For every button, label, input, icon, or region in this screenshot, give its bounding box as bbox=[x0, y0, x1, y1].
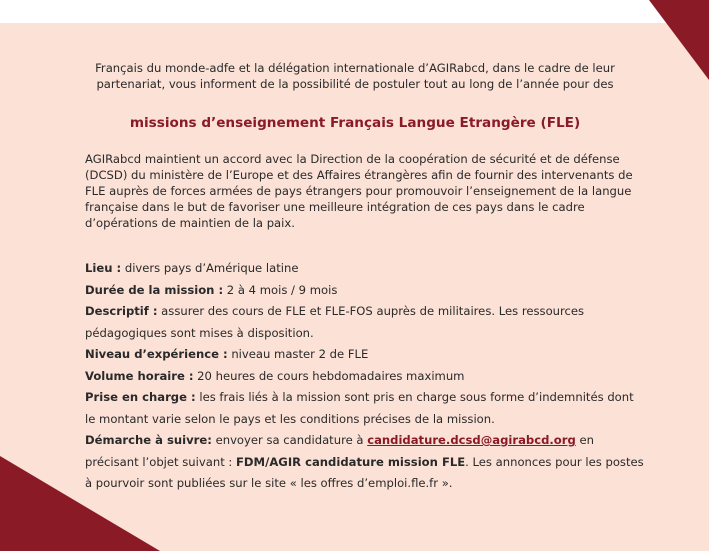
detail-prise-en-charge bbox=[85, 387, 645, 430]
niveau-label: Niveau d’expérience : bbox=[85, 347, 228, 361]
demarche-label: Démarche à suivre: bbox=[85, 433, 212, 447]
descriptif-label: Descriptif : bbox=[85, 304, 158, 318]
demarche-subject: FDM/AGIR candidature mission FLE bbox=[236, 454, 466, 469]
detail-descriptif bbox=[85, 301, 645, 344]
detail-duree bbox=[85, 280, 645, 302]
detail-niveau bbox=[85, 344, 645, 366]
duree-label: Durée de la mission : bbox=[85, 282, 224, 297]
volume-value: 20 heures de cours hebdomadaires maximum bbox=[193, 368, 465, 383]
intro-text: Français du monde-adfe et la délégation internationale d’AGIRabcd, dans le cadre de leur partenariat, vous informent de la possibilité de postuler tout au long de l’année pour des bbox=[95, 61, 615, 91]
lieu-label: Lieu : bbox=[85, 261, 122, 275]
detail-demarche bbox=[85, 430, 645, 495]
mission-title: missions d’enseignement Français Langue Etrangère (FLE) bbox=[129, 115, 581, 131]
detail-lieu bbox=[85, 258, 645, 280]
volume-label: Volume horaire : bbox=[85, 368, 194, 383]
prise-value: les frais liés à la mission sont pris en charge sous forme d’indemnités dont le montant varie selon le pays et les conditions précises de la mission. bbox=[85, 390, 634, 426]
descriptif-value: assurer des cours de FLE et FLE-FOS auprès de militaires. Les ressources pédagogiques sont mises à disposition. bbox=[85, 304, 585, 340]
detail-volume bbox=[85, 366, 645, 388]
demarche-mid-text: en précisant l’objet suivant : bbox=[85, 433, 594, 469]
prise-label: Prise en charge : bbox=[85, 390, 196, 404]
niveau-value: niveau master 2 de FLE bbox=[227, 347, 369, 361]
demarche-post-text: . Les annonces pour les postes à pourvoir sont publiées sur le site « les offres d’emploi.fle.fr ». bbox=[85, 454, 644, 490]
lieu-value: divers pays d’Amérique latine bbox=[121, 261, 299, 275]
candidature-email-link[interactable]: candidature.dcsd@agirabcd.org bbox=[367, 433, 576, 447]
duree-value: 2 à 4 mois / 9 mois bbox=[223, 282, 338, 297]
mission-details bbox=[85, 258, 645, 495]
description-paragraph: AGIRabcd maintient un accord avec la Direction de la coopération de sécurité et de défense (DCSD) du ministère de l’Europe et des Affaires étrangères afin de fournir des intervenants de FLE auprès de forces armées de pays étrangers pour promouvoir l’enseignement de la langue française dans le but de favoriser une meilleure intégration de ces pays dans le cadre d’opérations de maintien de la paix. bbox=[85, 152, 633, 230]
demarche-pre-text: envoyer sa candidature à bbox=[211, 433, 368, 447]
